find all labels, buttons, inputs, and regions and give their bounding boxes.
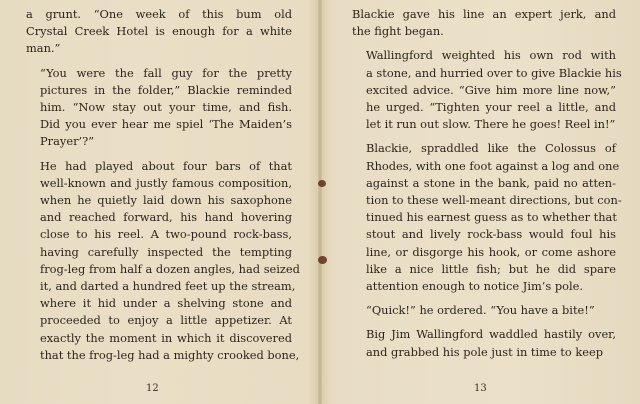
text-line: Blackie gave his line an expert jerk, and bbox=[352, 7, 616, 21]
text-line: when he quietly laid down his saxophone bbox=[40, 193, 292, 208]
paragraph bbox=[26, 158, 300, 364]
text-line: like a nice little fish; but he did spare bbox=[366, 261, 616, 276]
text-line: Blackie, spraddled like the Colossus of bbox=[366, 141, 616, 156]
text-line: Big Jim Wallingford waddled hastily over, bbox=[366, 327, 616, 342]
text-line: he urged. “Tighten your reel a little, and bbox=[366, 100, 616, 115]
text-line: and reached forward, his hand hovering bbox=[40, 210, 292, 225]
text-line: let it run out slow. There he goes! Reel in!” bbox=[366, 117, 616, 132]
text-line: line, or disgorge his hook, or come ashore bbox=[366, 244, 616, 259]
text-line: having carefully inspected the tempting bbox=[40, 244, 292, 259]
text-line: where it hid under a shelving stone and bbox=[40, 296, 292, 311]
text-line: it, and darted a hundred feet up the stream, bbox=[40, 279, 296, 294]
paragraph bbox=[26, 65, 292, 151]
right-page-number: 13 bbox=[474, 383, 487, 394]
text-line: well-known and justly famous composition, bbox=[40, 175, 292, 190]
text-line: tion to these well-meant directions, but con- bbox=[366, 193, 622, 208]
left-page bbox=[26, 6, 300, 371]
text-line: Did you ever hear me spiel ‘The Maiden’s bbox=[40, 117, 292, 132]
text-line: Crystal Creek Hotel is enough for a white bbox=[26, 24, 292, 39]
right-page bbox=[352, 6, 622, 368]
text-line: the fight began. bbox=[352, 24, 444, 39]
text-line: a stone, and hurried over to give Blackie his bbox=[366, 65, 622, 80]
text-line: exactly the moment in which it discovered bbox=[40, 330, 292, 345]
text-line: stout and lively rock-bass would foul his bbox=[366, 227, 616, 242]
paragraph bbox=[352, 140, 622, 295]
text-line: Prayer’?” bbox=[40, 134, 95, 149]
text-line: and grabbed his pole just in time to keep bbox=[366, 344, 604, 359]
text-line: him. “Now stay out your time, and fish. bbox=[40, 100, 292, 115]
paragraph bbox=[352, 47, 622, 133]
text-line: attention enough to notice Jim’s pole. bbox=[366, 279, 584, 294]
text-line: tinued his earnest guess as to whether that bbox=[366, 210, 617, 225]
text-line: man.” bbox=[26, 41, 61, 56]
text-line: proceeded to enjoy a little appetizer. At bbox=[40, 313, 292, 328]
text-line: frog-leg from half a dozen angles, had seized bbox=[40, 261, 300, 276]
text-line: that the frog-leg had a mighty crooked bone, bbox=[40, 347, 300, 362]
book-spine bbox=[318, 0, 322, 404]
paragraph bbox=[26, 6, 292, 58]
text-line: pictures in the folder,” Blackie reminded bbox=[40, 82, 292, 97]
text-line: a grunt. “One week of this bum old bbox=[26, 7, 292, 21]
paragraph bbox=[352, 302, 616, 319]
text-line: against a stone in the bank, paid no atten- bbox=[366, 175, 616, 190]
text-line: “Quick!” he ordered. “You have a bite!” bbox=[366, 303, 595, 318]
text-line: He had played about four bars of that bbox=[40, 158, 292, 173]
text-line: close to his reel. A two-pound rock-bass, bbox=[40, 227, 292, 242]
stain-mark bbox=[318, 256, 327, 264]
paragraph bbox=[352, 6, 616, 40]
left-page-number: 12 bbox=[146, 383, 159, 394]
text-line: Rhodes, with one foot against a log and one bbox=[366, 158, 620, 173]
text-line: Wallingford weighted his own rod with bbox=[366, 48, 616, 63]
paragraph bbox=[352, 326, 616, 360]
text-line: “You were the fall guy for the pretty bbox=[40, 65, 292, 80]
stain-mark bbox=[318, 180, 326, 187]
text-line: excited advice. “Give him more line now,” bbox=[366, 82, 616, 97]
